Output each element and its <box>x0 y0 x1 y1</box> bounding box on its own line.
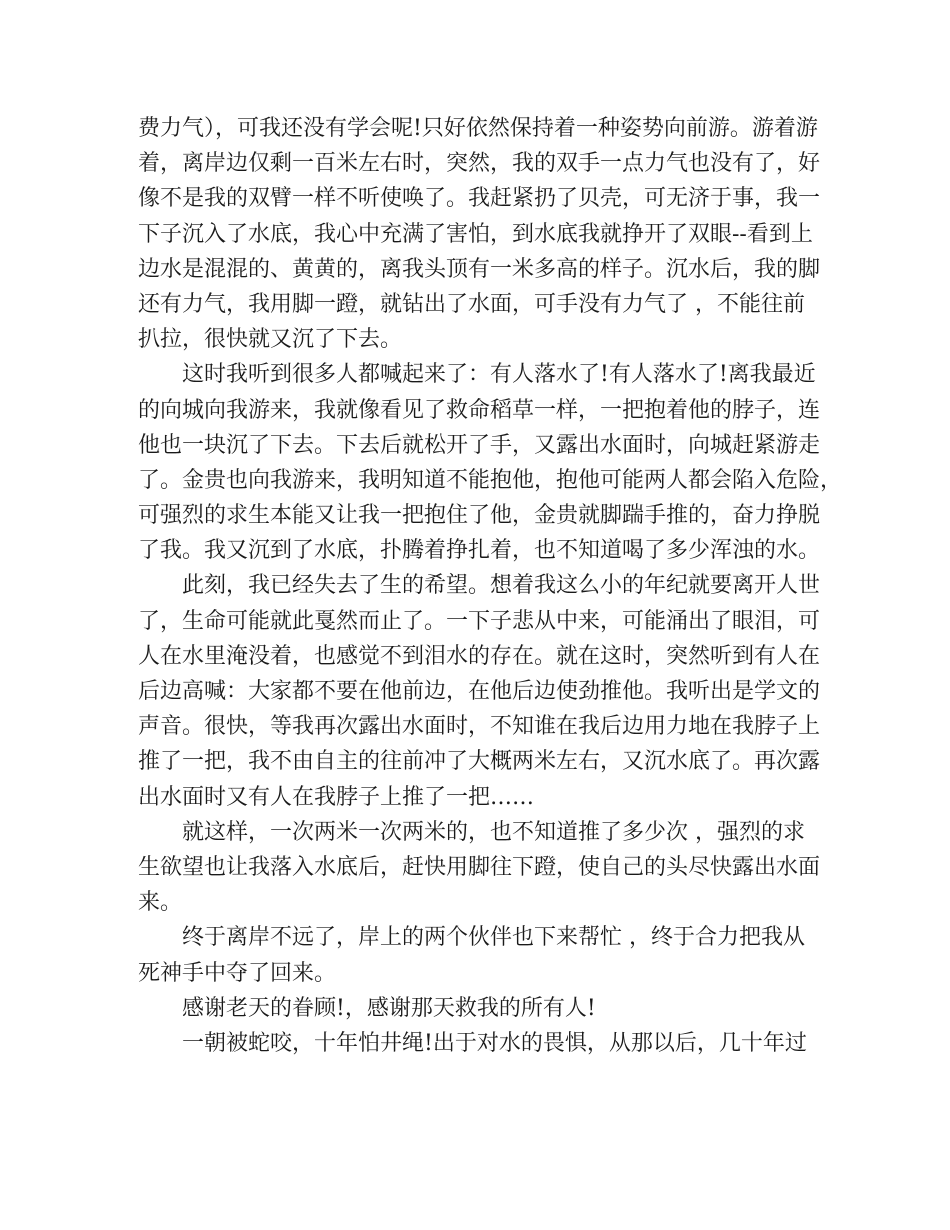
text-line: 后边高喊：大家都不要在他前边，在他后边使劲推他。我听出是学文的 <box>138 679 821 704</box>
text-line: 出水面时又有人在我脖子上推了一把…… <box>138 784 535 810</box>
text-line: 感谢老天的眷顾!，感谢那天救我的所有人! <box>182 995 596 1021</box>
text-line: 人在水里淹没着，也感觉不到泪水的存在。就在这时，突然听到有人在 <box>138 643 821 669</box>
text-line: 此刻，我已经失去了生的希望。想着我这么小的年纪就要离开人世 <box>182 573 821 599</box>
text-line: 边水是混混的、黄黄的，离我头顶有一米多高的样子。沉水后，我的脚 <box>138 256 821 282</box>
text-line: 了，生命可能就此戛然而止了。一下子悲从中来，可能涌出了眼泪，可 <box>138 608 821 634</box>
text-line: 就这样，一次两米一次两米的，也不知道推了多少次 ，强烈的求 <box>182 819 805 845</box>
text-line: 像不是我的双臂一样不听使唤了。我赶紧扔了贝壳，可无济于事，我一 <box>138 186 821 212</box>
text-line: 这时我听到很多人都喊起来了：有人落水了!有人落水了!离我最近 <box>182 362 816 388</box>
text-line: 扒拉，很快就又沉了下去。 <box>138 327 403 353</box>
text-line: 推了一把，我不由自主的往前冲了大概两米左右，又沉水底了。再次露 <box>138 749 821 775</box>
text-line: 生欲望也让我落入水底后，赶快用脚往下蹬，使自己的头尽快露出水面 <box>138 854 821 880</box>
text-line: 了我。我又沉到了水底，扑腾着挣扎着，也不知道喝了多少浑浊的水。 <box>138 538 821 564</box>
text-line: 他也一块沉了下去。下去后就松开了手，又露出水面时，向城赶紧游走 <box>138 432 821 458</box>
text-line: 可强烈的求生本能又让我一把抱住了他，金贵就脚踹手推的，奋力挣脱 <box>138 503 821 529</box>
text-line: 费力气），可我还没有学会呢!只好依然保持着一种姿势向前游。游着游 <box>138 116 818 141</box>
body-text <box>138 111 843 1061</box>
text-line: 了。金贵也向我游来，我明知道不能抱他，抱他可能两人都会陷入危险， <box>138 467 843 493</box>
text-line: 一朝被蛇咬，十年怕井绳!出于对水的畏惧，从那以后，几十年过 <box>182 1030 807 1056</box>
text-line: 的向城向我游来，我就像看见了救命稻草一样，一把抱着他的脖子，连 <box>138 397 821 423</box>
text-line: 声音。很快，等我再次露出水面时，不知谁在我后边用力地在我脖子上 <box>138 714 821 740</box>
text-line: 终于离岸不远了，岸上的两个伙伴也下来帮忙 ，终于合力把我从 <box>182 925 805 951</box>
text-line: 死神手中夺了回来。 <box>138 960 337 986</box>
text-line: 来。 <box>138 890 183 916</box>
text-line: 下子沉入了水底，我心中充满了害怕，到水底我就挣开了双眼--看到上 <box>138 221 813 247</box>
text-line: 还有力气，我用脚一蹬，就钻出了水面，可手没有力气了 ，不能往前 <box>138 291 805 317</box>
text-line: 着，离岸边仅剩一百米左右时，突然，我的双手一点力气也没有了，好 <box>138 151 821 177</box>
